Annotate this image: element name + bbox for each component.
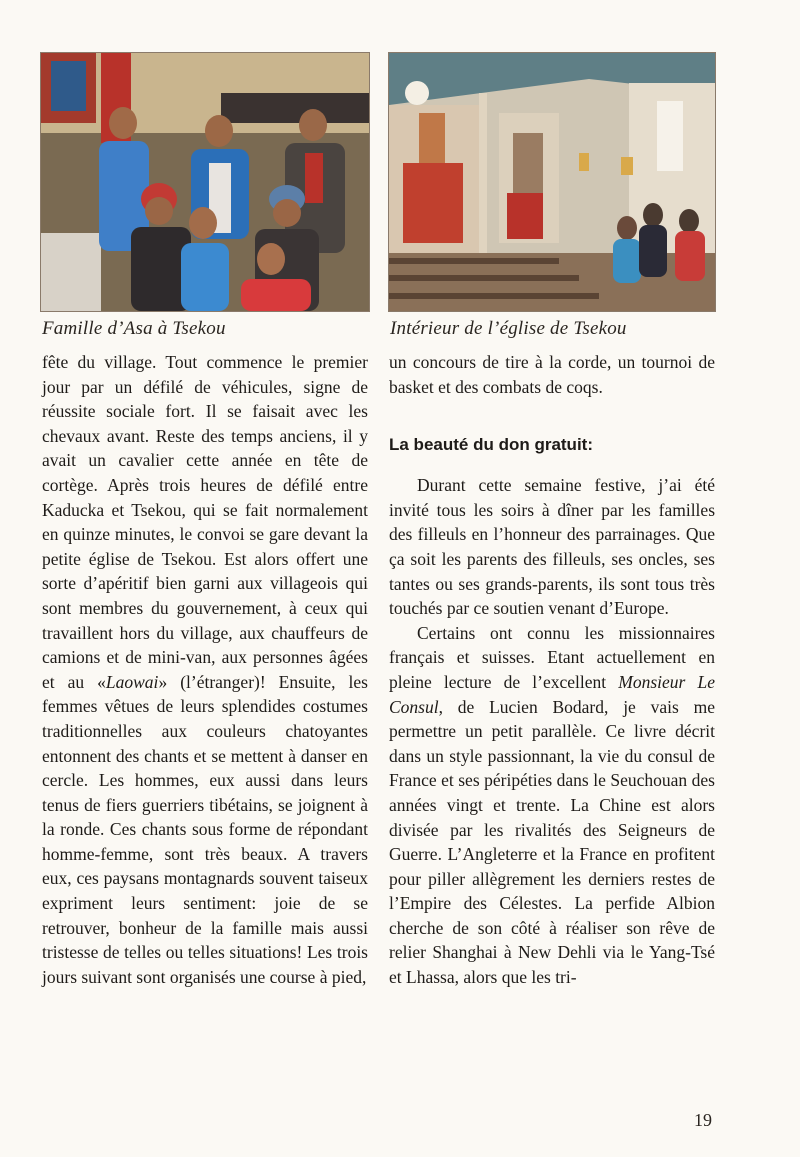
left-text-column [42,350,368,989]
family-photo [40,52,370,312]
right-paragraph-3-part-1: Certains ont connu les missionnaires français et suisses. Etant actuellement en pleine lecture de l’excellent [389,622,715,692]
caption-family-photo: Famille d’Asa à Tsekou [42,318,226,339]
page-number: 19 [694,1110,712,1130]
family-photo-image [41,53,369,311]
right-paragraph-2: Durant cette semaine festive, j’ai été invité tous les soirs à dîner par les familles des filleuls en l’honneur des parrainages. Que ça soit les parents des filleuls, ses oncles, ses tantes ou ses grands-parents, ils sont tous très touchés par ce soutien venant d’Europe. [389,475,715,619]
left-paragraph [42,350,368,989]
section-title: La beauté du don gratuit: [389,435,593,455]
right-text-column [389,350,715,990]
church-interior-photo [388,52,716,312]
right-paragraph-3-part-2: , de Lucien Bodard, je vais me permettre un petit parallèle. Ce livre décrit dans un style passionnant, la vie du consul de France et ses péripéties dans le Seuchouan des années vingt et trente. La Chine est alors divisée par les rivalités des Seigneurs de Guerre. L’Angleterre et la France en profitent pour piller allègrement les derniers restes de l’Empire des Célestes. La perfide Albion cherche de son côté à réaliser son rêve de relier Shanghai à New Dehli via le Yang-Tsé et Lhassa, alors que les tri- [389,696,715,988]
right-paragraph-continuation: un concours de tire à la corde, un tournoi de basket et des combats de coqs. [389,352,715,397]
caption-church-photo: Intérieur de l’église de Tsekou [390,318,627,339]
left-paragraph-part-1: fête du village. Tout commence le premier jour par un défilé de véhicules, signe de réussite sociale fort. Il se faisait avec les chevaux avant. Reste des temps anciens, il y avait un cavalier cette année en tête de cortège. Après trois heures de défilé entre Kaducka et Tsekou, qui se fait normalement en quinze minutes, le convoi se gare devant la petite église de Tsekou. Est alors offert une sorte d’apéritif bien garni aux villageois qui sont membres du gouvernement, à ceux qui travaillent hors du village, aux chauffeurs de camions et de mini-van, aux personnes âgées et au « [42,352,368,692]
book-title: Monsieur Le Consul [389,671,715,717]
laowai-term: Laowai [105,671,159,692]
church-interior-image [389,53,715,311]
right-paragraph-3 [389,621,715,990]
left-paragraph-part-2: » (l’étranger)! Ensuite, les femmes vêtues de leurs splendides costumes traditionnelles aux couleurs chatoyantes entonnent des chants et se mettent à danser en cercle. Les hommes, eux aussi dans leurs tenus de fiers guerriers tibétains, se joignent à la ronde. Ces chants sous forme de répondant homme-femme, sont très beaux. A travers eux, ces paysans montagnards souvent taiseux expriment leurs sentiment: joie de se retrouver, bonheur de la famille mais aussi tristesse de telles ou telles situations! Les trois jours suivant sont organisés une course à pied, [42,671,368,987]
